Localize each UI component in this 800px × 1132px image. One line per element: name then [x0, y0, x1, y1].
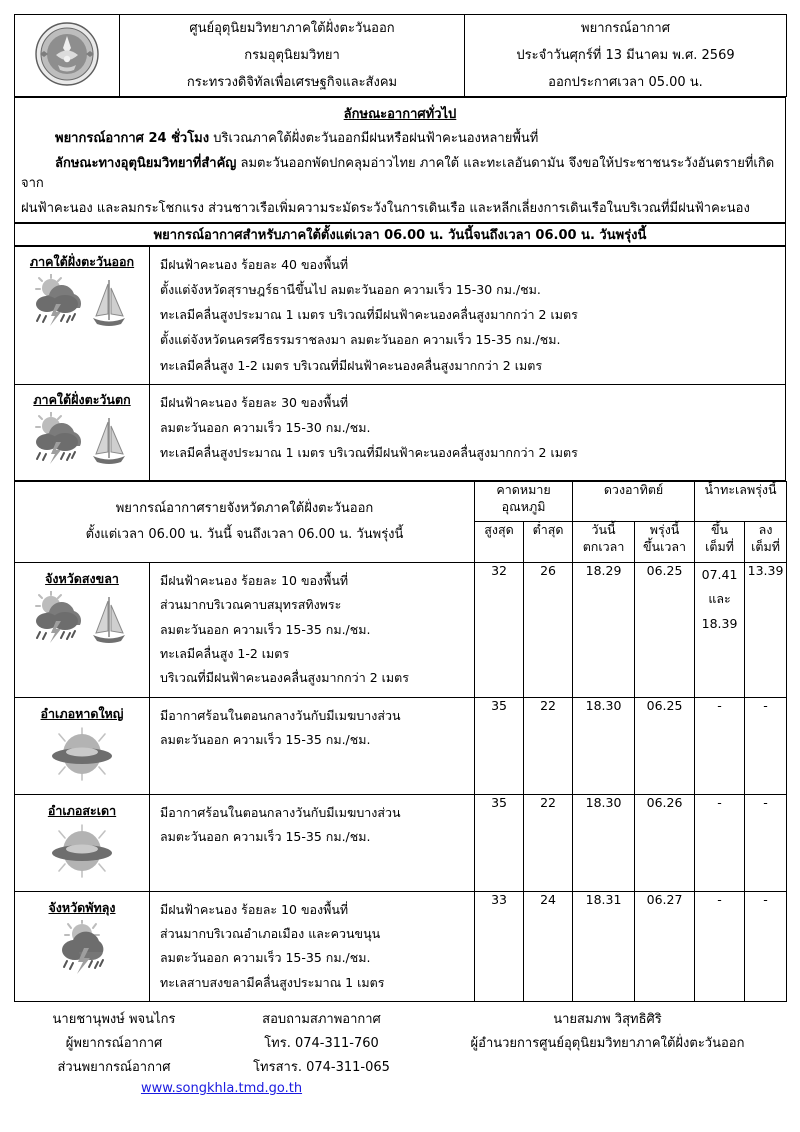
row-2-sunrise: 06.26 — [635, 794, 695, 891]
footer-columns — [14, 1008, 786, 1079]
bulletin-date: ประจำวันศุกร์ที่ 13 มีนาคม พ.ศ. 2569 — [516, 48, 735, 63]
row-0-sunrise: 06.25 — [635, 562, 695, 697]
row-0-text-cell — [150, 562, 475, 697]
forecast-group-temperature-line-1: คาดหมาย — [496, 481, 551, 497]
header-center-line-1: ศูนย์อุตุนิยมวิทยาภาคใต้ฝั่งตะวันออก — [189, 21, 395, 36]
footer-forecaster-column — [14, 1008, 214, 1079]
region-east-text-cell — [150, 246, 786, 384]
forecast-col-sunset-line-1: วันนี้ — [591, 522, 616, 538]
forecast-col-tide-low-line-2: เต็มที่ — [751, 539, 780, 555]
general-conditions-table — [14, 97, 786, 223]
general-paragraph-1-lead: พยากรณ์อากาศ 24 ชั่วโมง — [55, 131, 210, 146]
header-center-line-3: กระทรวงดิจิทัลเพื่อเศรษฐกิจและสังคม — [186, 75, 398, 90]
row-3-tide-high: - — [695, 891, 745, 1002]
region-west-label: ภาคใต้ฝั่งตะวันตก — [33, 391, 131, 407]
forecast-sheet — [14, 14, 786, 1096]
director-name: นายสมภพ วิสุทธิศิริ — [553, 1012, 662, 1028]
row-3-name-cell — [15, 891, 150, 1002]
row-2-text-cell — [150, 794, 475, 891]
table-row — [15, 562, 787, 697]
row-1-lines — [150, 698, 474, 759]
row-0-tide-high — [695, 562, 745, 697]
row-0-tide-high-2: 18.39 — [701, 615, 738, 631]
row-1-province-name: อำเภอหาดใหญ่ — [40, 705, 124, 721]
logo-cell — [15, 15, 120, 97]
row-0-lines — [150, 563, 474, 697]
region-table — [14, 246, 786, 481]
row-1-sunrise: 06.25 — [635, 697, 695, 794]
header-center-cell — [120, 15, 465, 97]
row-1-line-1: มีอากาศร้อนในตอนกลางวันกับมีเมฆบางส่วน — [160, 707, 401, 723]
row-0-province-name: จังหวัดสงขลา — [45, 570, 119, 586]
row-1-text-cell — [150, 697, 475, 794]
row-2-tide-low: - — [745, 794, 787, 891]
website-link-wrap — [14, 1081, 429, 1096]
forecast-title — [15, 482, 474, 562]
table-row — [15, 891, 787, 1002]
region-west-line-3: ทะเลมีคลื่นสูงประมาณ 1 เมตร บริเวณที่มีฝนฟ้าคะนองคลื่นสูงมากกว่า 2 เมตร — [160, 445, 578, 461]
forecast-col-sunset-line-2: ตกเวลา — [582, 539, 625, 555]
south-band-table — [14, 223, 786, 246]
row-2-line-2: ลมตะวันออก ความเร็ว 15-35 กม./ชม. — [160, 829, 371, 845]
forecast-col-tide-high-line-1: ขึ้น — [711, 522, 729, 538]
forecast-col-sunrise — [635, 522, 695, 563]
forecast-col-sunset — [573, 522, 635, 563]
row-3-sunset: 18.31 — [573, 891, 635, 1002]
region-east-line-2: ตั้งแต่จังหวัดสุราษฎร์ธานีขึ้นไป ลมตะวันออก ความเร็ว 15-30 กม./ชม. — [160, 281, 541, 297]
region-east-lines — [150, 247, 785, 384]
general-paragraph-1-body: บริเวณภาคใต้ฝั่งตะวันออกมีฝนหรือฝนฟ้าคะนองหลายพื้นที่ — [213, 131, 539, 146]
footer-contact-column — [214, 1008, 429, 1079]
region-west-lines — [150, 385, 785, 472]
header-table — [14, 14, 787, 97]
general-paragraph-2 — [15, 151, 785, 196]
row-2-province-name: อำเภอสะเดา — [47, 802, 117, 818]
general-paragraph-2-line2: ฝนฟ้าคะนอง และลมกระโชกแรง ส่วนชาวเรือเพิ่มความระมัดระวังในการเดินเรือ และหลีกเลี่ยงการเดินเรือในบริเวณที่มีฝนฟ้าคะนอง — [21, 201, 750, 217]
forecast-col-tide-low — [745, 522, 787, 563]
sun-thin-cloud-icon-2 — [15, 821, 149, 891]
row-3-temp-min: 24 — [524, 891, 573, 1002]
contact-heading: สอบถามสภาพอากาศ — [262, 1012, 381, 1028]
forecaster-title: ผู้พยากรณ์อากาศ — [65, 1035, 163, 1051]
thunderstorm-rain-sun-sailboat-icon — [15, 272, 149, 342]
row-3-lines — [150, 892, 474, 1002]
region-east-line-1: มีฝนฟ้าคะนอง ร้อยละ 40 ของพื้นที่ — [160, 256, 349, 272]
row-3-sunrise: 06.27 — [635, 891, 695, 1002]
row-1-sunset: 18.30 — [573, 697, 635, 794]
row-3-line-4: ทะเลสาบสงขลามีคลื่นสูงประมาณ 1 เมตร — [160, 974, 385, 990]
tmd-seal-icon — [34, 21, 100, 87]
bulletin-issue-time: ออกประกาศเวลา 05.00 น. — [548, 75, 703, 90]
region-east-line-5: ทะเลมีคลื่นสูง 1-2 เมตร บริเวณที่มีฝนฟ้าคะนองคลื่นสูงมากกว่า 2 เมตร — [160, 357, 543, 373]
forecast-col-tide-high — [695, 522, 745, 563]
row-0-line-4: ทะเลมีคลื่นสูง 1-2 เมตร — [160, 645, 290, 661]
region-west-label-cell — [15, 384, 150, 480]
row-0-tide-high-sep: และ — [708, 591, 731, 607]
general-conditions-cell — [15, 98, 786, 223]
forecast-col-temp-min: ต่ำสุด — [524, 522, 573, 563]
region-east-label: ภาคใต้ฝั่งตะวันออก — [29, 253, 135, 269]
region-east-label-cell — [15, 246, 150, 384]
row-0-line-3: ลมตะวันออก ความเร็ว 15-35 กม./ชม. — [160, 621, 371, 637]
row-1-line-2: ลมตะวันออก ความเร็ว 15-35 กม./ชม. — [160, 732, 371, 748]
row-1-tide-low: - — [745, 697, 787, 794]
row-1-name-cell — [15, 697, 150, 794]
region-east-line-3: ทะเลมีคลื่นสูงประมาณ 1 เมตร บริเวณที่มีฝนฟ้าคะนองคลื่นสูงมากกว่า 2 เมตร — [160, 307, 578, 323]
general-paragraph-2-body: ลมตะวันออกพัดปกคลุมอ่าวไทย ภาคใต้ และทะเลอันดามัน จึงขอให้ประชาชนระวังอันตรายที่เกิดจาก — [21, 156, 775, 192]
row-0-sunset: 18.29 — [573, 562, 635, 697]
forecast-col-temp-max: สูงสุด — [475, 522, 524, 563]
thunderstorm-rain-sun-sailboat-icon-2 — [15, 410, 149, 480]
forecast-header-row-1 — [15, 481, 787, 522]
row-2-name-cell — [15, 794, 150, 891]
row-0-line-5: บริเวณที่มีฝนฟ้าคะนองคลื่นสูงมากกว่า 2 เมตร — [160, 670, 409, 686]
sun-thin-cloud-icon — [15, 724, 149, 794]
forecast-col-tide-high-line-2: เต็มที่ — [705, 539, 734, 555]
row-0-tide-high-1: 07.41 — [701, 566, 738, 582]
forecast-group-sun: ดวงอาทิตย์ — [573, 481, 695, 522]
footer-director-column — [429, 1008, 786, 1079]
row-3-text-cell — [150, 891, 475, 1002]
row-2-temp-min: 22 — [524, 794, 573, 891]
row-2-sunset: 18.30 — [573, 794, 635, 891]
region-row-west — [15, 384, 786, 480]
row-0-temp-min: 26 — [524, 562, 573, 697]
thunderstorm-rain-sun-icon — [15, 918, 149, 988]
region-west-line-1: มีฝนฟ้าคะนอง ร้อยละ 30 ของพื้นที่ — [160, 394, 349, 410]
footer — [14, 1008, 786, 1096]
header-right-cell — [465, 15, 787, 97]
region-east-line-4: ตั้งแต่จังหวัดนครศรีธรรมราชลงมา ลมตะวันออก ความเร็ว 15-35 กม./ชม. — [160, 332, 561, 348]
row-1-temp-min: 22 — [524, 697, 573, 794]
forecast-title-cell — [15, 481, 475, 562]
forecast-col-sunrise-line-1: พรุ่งนี้ — [649, 522, 680, 538]
table-row — [15, 794, 787, 891]
row-0-name-cell — [15, 562, 150, 697]
contact-fax: โทรสาร. 074-311-065 — [253, 1059, 390, 1075]
general-paragraph-1 — [15, 126, 785, 151]
contact-phone: โทร. 074-311-760 — [264, 1035, 379, 1051]
row-0-tide-low: 13.39 — [745, 562, 787, 697]
region-west-line-2: ลมตะวันออก ความเร็ว 15-30 กม./ชม. — [160, 420, 371, 436]
row-0-line-1: มีฝนฟ้าคะนอง ร้อยละ 10 ของพื้นที่ — [160, 572, 349, 588]
row-3-line-1: มีฝนฟ้าคะนอง ร้อยละ 10 ของพื้นที่ — [160, 901, 349, 917]
row-2-lines — [150, 795, 474, 856]
header-center-line-2: กรมอุตุนิยมวิทยา — [244, 48, 340, 63]
website-link[interactable]: www.songkhla.tmd.go.th — [140, 1081, 303, 1097]
row-3-temp-max: 33 — [475, 891, 524, 1002]
row-1-temp-max: 35 — [475, 697, 524, 794]
row-3-line-3: ลมตะวันออก ความเร็ว 15-35 กม./ชม. — [160, 950, 371, 966]
forecaster-division: ส่วนพยากรณ์อากาศ — [57, 1059, 171, 1075]
provincial-forecast-table — [14, 481, 787, 1002]
general-paragraph-2-lead: ลักษณะทางอุตุนิยมวิทยาที่สำคัญ — [55, 156, 237, 172]
forecast-title-line-1: พยากรณ์อากาศรายจังหวัดภาคใต้ฝั่งตะวันออก — [115, 500, 374, 516]
forecast-group-tide: น้ำทะเลพรุ่งนี้ — [695, 481, 787, 522]
thunderstorm-rain-sun-sailboat-icon-3 — [15, 589, 149, 659]
forecast-group-temperature — [475, 481, 573, 522]
row-2-tide-high: - — [695, 794, 745, 891]
region-west-text-cell — [150, 384, 786, 480]
south-forecast-band: พยากรณ์อากาศสำหรับภาคใต้ตั้งแต่เวลา 06.00 น. วันนี้จนถึงเวลา 06.00 น. วันพรุ่งนี้ — [15, 223, 786, 245]
row-0-line-2: ส่วนมากบริเวณคาบสมุทรสทิงพระ — [160, 597, 342, 613]
table-row — [15, 697, 787, 794]
director-title: ผู้อำนวยการศูนย์อุตุนิยมวิทยาภาคใต้ฝั่งตะวันออก — [470, 1035, 745, 1051]
row-0-temp-max: 32 — [475, 562, 524, 697]
forecaster-name: นายชานุพงษ์ พจนไกร — [52, 1012, 176, 1028]
row-2-temp-max: 35 — [475, 794, 524, 891]
row-3-tide-low: - — [745, 891, 787, 1002]
row-2-line-1: มีอากาศร้อนในตอนกลางวันกับมีเมฆบางส่วน — [160, 804, 401, 820]
bulletin-title: พยากรณ์อากาศ — [581, 21, 670, 36]
region-row-east — [15, 246, 786, 384]
forecast-col-sunrise-line-2: ขึ้นเวลา — [643, 539, 687, 555]
row-3-line-2: ส่วนมากบริเวณอำเภอเมือง และควนขนุน — [160, 926, 381, 942]
forecast-group-temperature-line-2: อุณหภูมิ — [501, 498, 546, 514]
forecast-title-line-2: ตั้งแต่เวลา 06.00 น. วันนี้ จนถึงเวลา 06.00 น. วันพรุ่งนี้ — [85, 526, 404, 542]
forecast-col-tide-low-line-1: ลง — [758, 522, 773, 538]
general-conditions-title: ลักษณะอากาศทั่วไป — [343, 107, 457, 122]
row-3-province-name: จังหวัดพัทลุง — [48, 899, 116, 915]
row-1-tide-high: - — [695, 697, 745, 794]
